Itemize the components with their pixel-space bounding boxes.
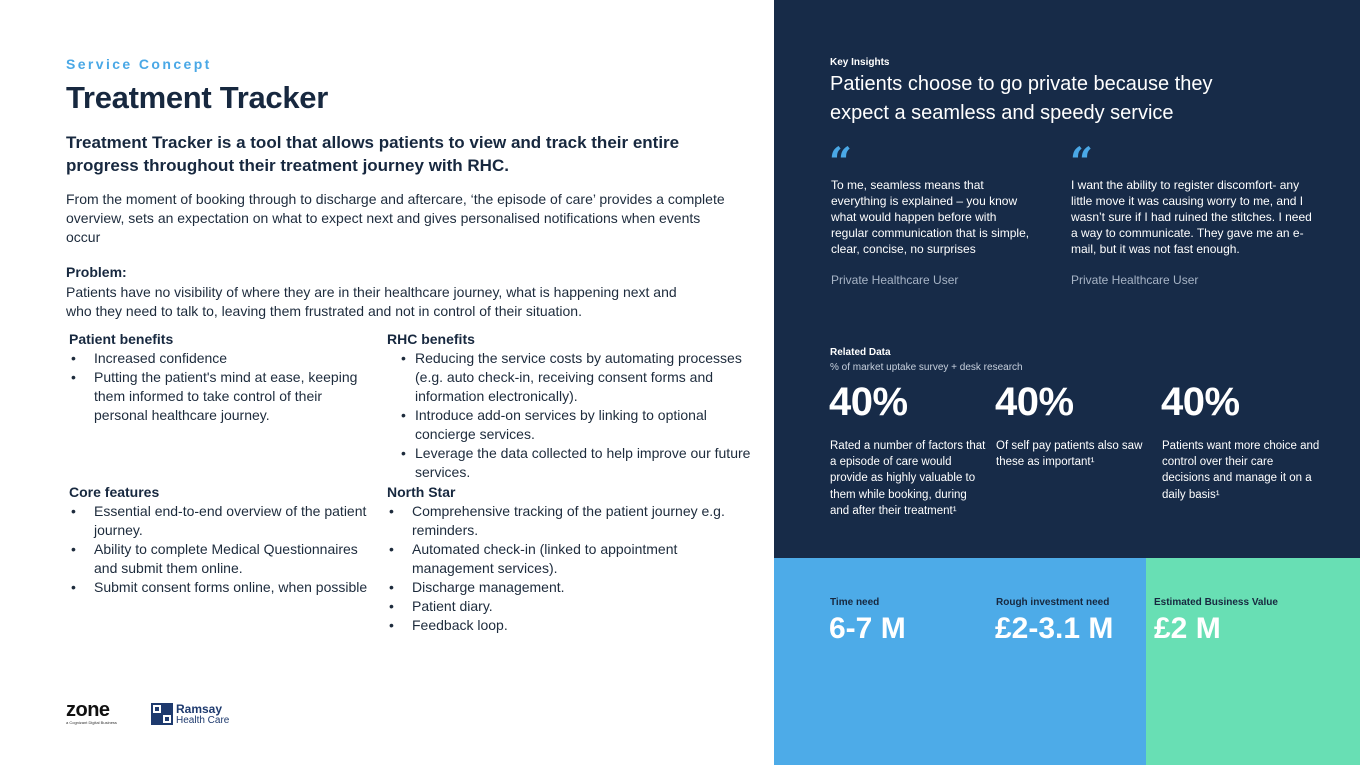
metric-label: Estimated Business Value <box>1154 597 1278 608</box>
page-title: Treatment Tracker <box>66 80 328 115</box>
north-star <box>387 483 747 635</box>
insights-panel <box>774 0 1360 558</box>
list-item: • Essential end-to-end overview of the patient journey. <box>69 502 374 540</box>
quote-text: I want the ability to register discomfort- any little move it was causing worry to me, and I wasn’t sure if I had ruined the stitches. I need a way to communicate. They gave me an e-mail, but it was not fast enough. <box>1071 178 1312 256</box>
metrics-panel-green <box>1146 558 1360 765</box>
list-item: • Ability to complete Medical Questionnaires and submit them online. <box>69 540 374 578</box>
ramsay-logo-line1: Ramsay <box>176 702 223 716</box>
related-data-heading: Related Data <box>830 347 891 358</box>
quote-attribution: Private Healthcare User <box>1071 273 1199 287</box>
lead-paragraph: Treatment Tracker is a tool that allows patients to view and track their entire progress throughout their treatment journey with RHC. <box>66 133 680 175</box>
intro-paragraph: From the moment of booking through to discharge and aftercare, ‘the episode of care’ provides a complete overview, sets an expectation on what to expect next and gives personalised notifications when events occur <box>66 191 725 245</box>
list-item: • Discharge management. <box>387 578 747 597</box>
quote-text: To me, seamless means that everything is explained – you know what would happen before with regular communication that is simple, clear, concise, no surprises <box>831 178 1030 256</box>
ramsay-logo <box>151 703 231 727</box>
quote-mark-icon: “ <box>829 139 853 186</box>
core-features <box>69 483 374 597</box>
metric-value: £2-3.1 M <box>995 612 1114 645</box>
stat-value: 40% <box>995 380 1074 424</box>
stat-description: Of self pay patients also saw these as important¹ <box>996 440 1143 469</box>
list-item: • Submit consent forms online, when possible <box>69 578 374 597</box>
related-data-subtitle: % of market uptake survey + desk research <box>830 362 1023 373</box>
stat-description: Rated a number of factors that a episode of care would provide as highly valuable to them while booking, during and after their treatment¹ <box>830 440 986 517</box>
zone-logo <box>66 700 126 730</box>
zone-logo-tagline: a Cognizant Digital Business <box>66 720 117 725</box>
stat-description: Patients want more choice and control over their care decisions and manage it on a daily basis¹ <box>1162 440 1320 501</box>
metric-value: £2 M <box>1154 612 1221 645</box>
zone-logo-word: zone <box>66 699 110 721</box>
north-star-heading: North Star <box>387 484 456 500</box>
metric-label: Time need <box>830 597 880 608</box>
list-item: • Introduce add-on services by linking to optional concierge services. <box>387 406 762 444</box>
stat-value: 40% <box>829 380 908 424</box>
metrics-panel-blue <box>774 558 1146 765</box>
metric-label: Rough investment need <box>996 597 1110 608</box>
list-item: • Leverage the data collected to help improve our future services. <box>387 444 762 482</box>
quote-attribution: Private Healthcare User <box>831 273 959 287</box>
ramsay-logo-line2: Health Care <box>176 715 230 726</box>
key-insights-title: Patients choose to go private because they expect a seamless and speedy service <box>830 73 1213 124</box>
ramsay-emblem-icon <box>151 703 173 725</box>
list-item: • Putting the patient's mind at ease, keeping them informed to take control of their personal healthcare journey. <box>69 368 369 425</box>
eyebrow-label: Service Concept <box>66 56 212 72</box>
problem-heading: Problem: <box>66 264 127 280</box>
core-features-heading: Core features <box>69 484 160 500</box>
list-item: • Reducing the service costs by automating processes (e.g. auto check-in, receiving consent forms and information electronically). <box>387 349 762 406</box>
list-item: • Comprehensive tracking of the patient journey e.g. reminders. <box>387 502 747 540</box>
list-item: • Patient diary. <box>387 597 747 616</box>
problem-text: Patients have no visibility of where they are in their healthcare journey, what is happening next and who they need to talk to, leaving them frustrated and not in control of their situation. <box>66 284 677 319</box>
metric-value: 6-7 M <box>829 612 906 645</box>
quote-mark-icon: “ <box>1070 139 1094 186</box>
key-insights-heading: Key Insights <box>830 57 890 68</box>
list-item: • Increased confidence <box>69 349 369 368</box>
patient-benefits-heading: Patient benefits <box>69 331 174 347</box>
rhc-benefits <box>387 330 762 482</box>
patient-benefits <box>69 330 369 425</box>
list-item: • Feedback loop. <box>387 616 747 635</box>
rhc-benefits-heading: RHC benefits <box>387 331 475 347</box>
list-item: • Automated check-in (linked to appointment management services). <box>387 540 747 578</box>
stat-value: 40% <box>1161 380 1240 424</box>
